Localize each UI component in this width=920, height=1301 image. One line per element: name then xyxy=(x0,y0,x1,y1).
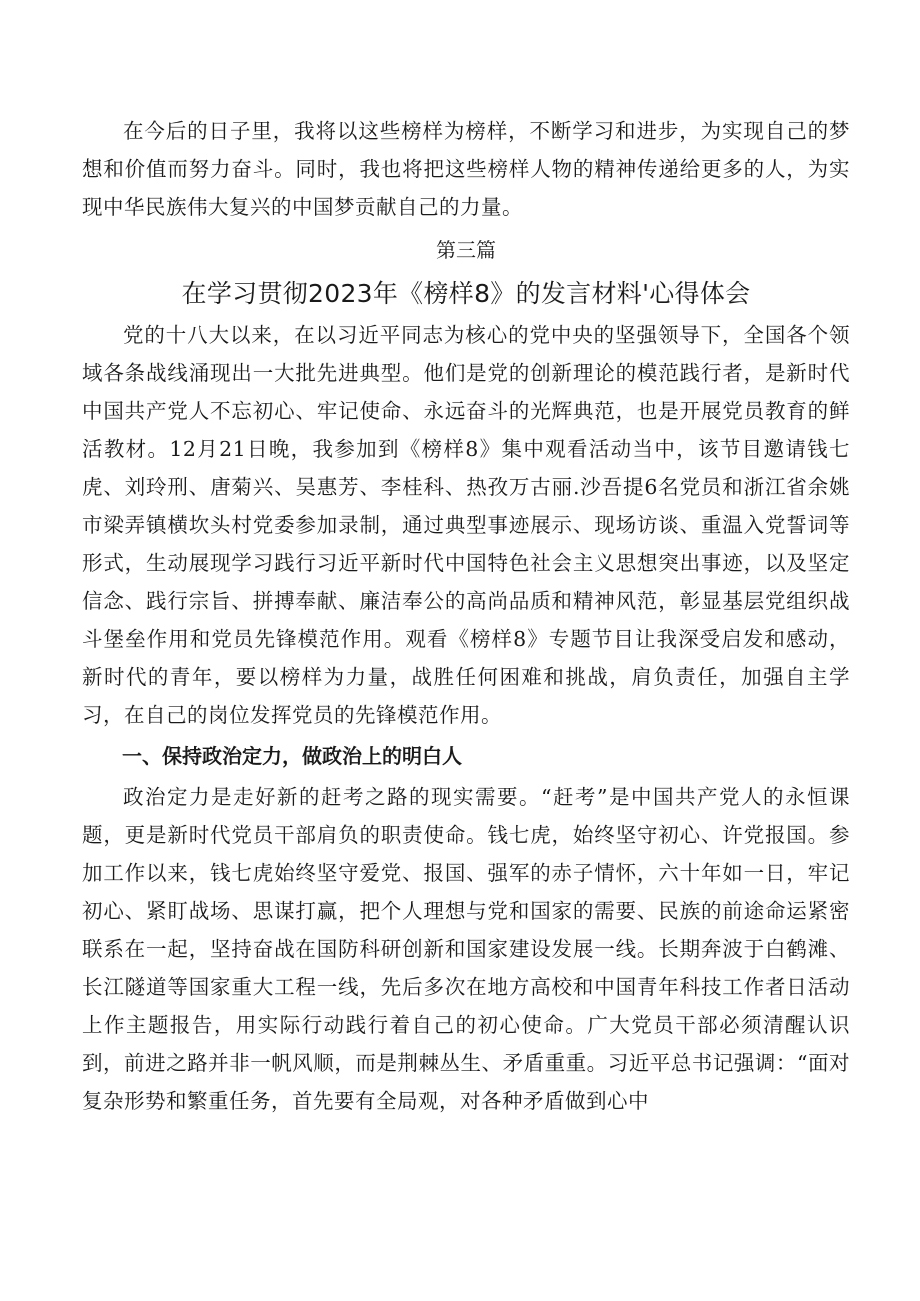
document-page xyxy=(82,112,850,1120)
intro-paragraph: 在今后的日子里，我将以这些榜样为榜样，不断学习和进步，为实现自己的梦想和价值而努力奋斗。同时，我也将把这些榜样人物的精神传递给更多的人，为实现中华民族伟大复兴的中国梦贡献自己的力量。 xyxy=(82,119,850,219)
body-paragraph-1: 党的十八大以来，在以习近平同志为核心的党中央的坚强领导下，全国各个领域各条战线涌现出一大批先进典型。他们是党的创新理论的模范践行者，是新时代中国共产党人不忘初心、牢记使命、永远奋斗的光辉典范，也是开展党员教育的鲜活教材。12月21日晚，我参加到《榜样8》集中观看活动当中，该节目邀请钱七虎、刘玲刑、唐菊兴、吴惠芳、李桂科、热孜万古丽.沙吾提6名党员和浙江省余姚市梁弄镇横坎头村党委参加录制，通过典型事迹展示、现场访谈、重温入党誓词等形式，生动展现学习践行习近平新时代中国特色社会主义思想突出事迹，以及坚定信念、践行宗旨、拼搏奉献、廉洁奉公的高尚品质和精神风范，彰显基层党组织战斗堡垒作用和党员先锋模范作用。观看《榜样8》专题节目让我深受启发和感动，新时代的青年，要以榜样为力量，战胜任何困难和挑战，肩负责任，加强自主学习，在自己的岗位发挥党员的先锋模范作用。 xyxy=(82,323,850,727)
document-title: 在学习贯彻2023年《榜样8》的发言材料'心得体会 xyxy=(181,279,751,308)
section-label: 第三篇 xyxy=(436,238,496,262)
section-heading-1: 一、保持政治定力，做政治上的明白人 xyxy=(122,744,462,768)
body-paragraph-2: 政治定力是走好新的赶考之路的现实需要。“赶考”是中国共产党人的永恒课题，更是新时代党员干部肩负的职责使命。钱七虎，始终坚守初心、许党报国。参加工作以来，钱七虎始终坚守爱党、报国、强军的赤子情怀，六十年如一日，牢记初心、紧盯战场、思谋打赢，把个人理想与党和国家的需要、民族的前途命运紧密联系在一起，坚持奋战在国防科研创新和国家建设发展一线。长期奔波于白鹤滩、长江隧道等国家重大工程一线，先后多次在地方高校和中国青年科技工作者日活动上作主题报告，用实际行动践行着自己的初心使命。广大党员干部必须清醒认识到，前进之路并非一帆风顺，而是荆棘丛生、矛盾重重。习近平总书记强调：“面对复杂形势和繁重任务，首先要有全局观，对各种矛盾做到心中 xyxy=(82,785,850,1113)
